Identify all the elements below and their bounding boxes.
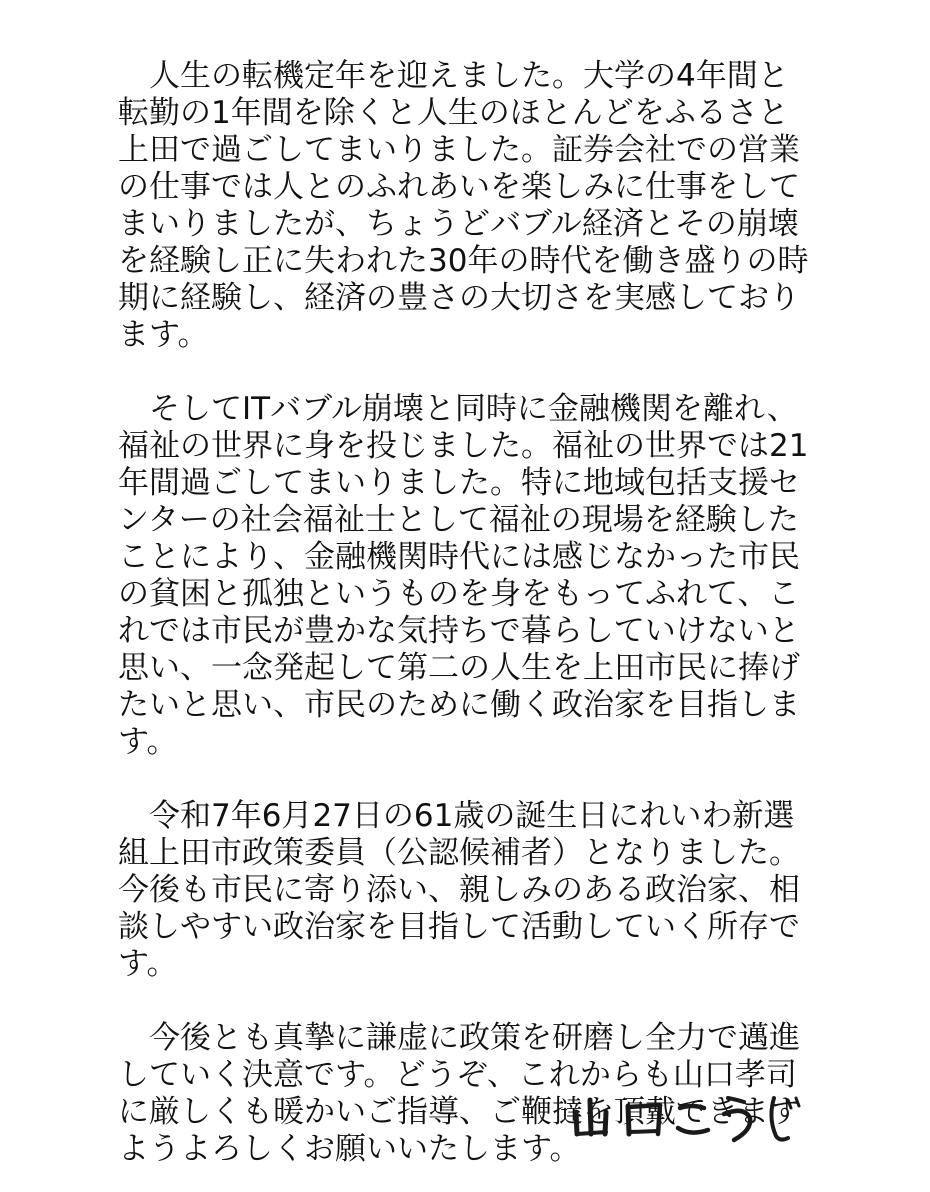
handwritten-signature (568, 1090, 818, 1146)
paragraph-3: 令和7年6月27日の61歳の誕生日にれいわ新選組上田市政策委員（公認候補者）となりました。今後も市民に寄り添い、親しみのある政治家、相談しやすい政治家を目指して活動していく所存です。 (118, 798, 800, 982)
paragraph-2: そしてITバブル崩壊と同時に金融機関を離れ、福祉の世界に身を投じました。福祉の世界では21年間過ごしてまいりました。特に地域包括支援センターの社会福祉士として福祉の現場を経験したことにより、金融機関時代には感じなかった市民の貧困と孤独というものを身をもってふれて、これでは市民が豊かな気持ちで暮らしていけないと思い、一念発起して第二の人生を上田市民に捧げたいと思い、市民のために働く政治家を目指します。 (118, 391, 809, 760)
paragraph-1: 人生の転機定年を迎えました。大学の4年間と転勤の1年間を除くと人生のほとんどをふるさと上田で過ごしてまいりました。証券会社での営業の仕事では人とのふれあいを楽しみに仕事をしてまいりましたが、ちょうどバブル経済とその崩壊を経験し正に失われた30年の時代を働き盛りの時期に経験し、経済の豊さの大切さを実感しております。 (118, 58, 809, 353)
paragraph-4: 今後とも真摯に謙虚に政策を研磨し全力で邁進していく決意です。どうぞ、これからも山口孝司に厳しくも暖かいご指導、ご鞭撻を頂戴できますようよろしくお願いいたします。 (118, 1020, 800, 1167)
letter-body (118, 58, 818, 1168)
